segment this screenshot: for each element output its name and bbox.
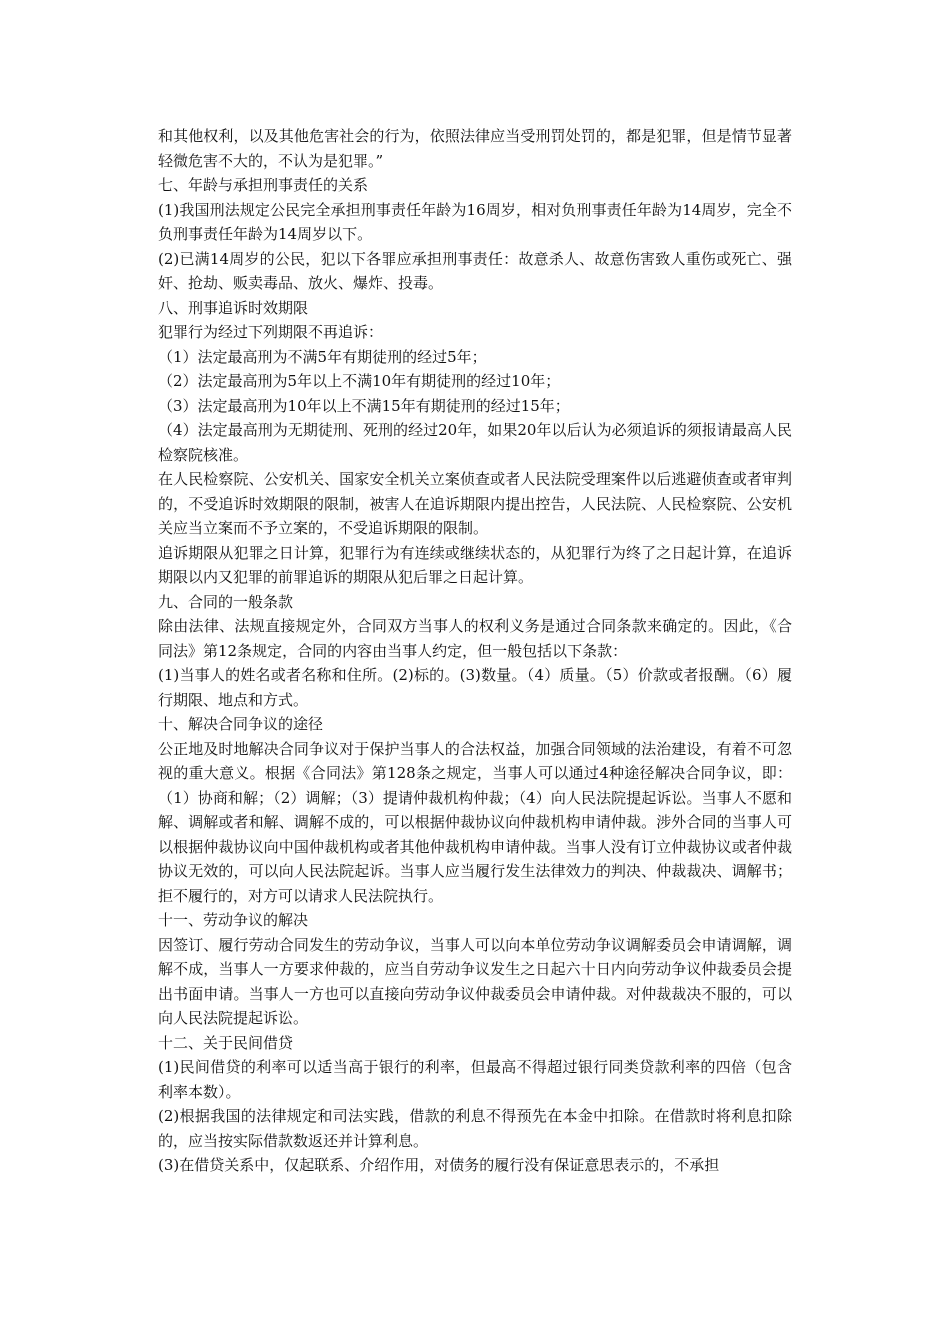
paragraph-continuation: 和其他权利，以及其他危害社会的行为，依照法律应当受刑罚处罚的，都是犯罪，但是情节显著轻微危害不大的，不认为是犯罪。”	[158, 127, 792, 170]
paragraph: 除由法律、法规直接规定外，合同双方当事人的权利义务是通过合同条款来确定的。因此，《合同法》第12条规定，合同的内容由当事人约定，但一般包括以下条款：	[158, 617, 792, 660]
paragraph: (3)在借贷关系中，仅起联系、介绍作用，对债务的履行没有保证意思表示的，不承担	[158, 1156, 720, 1174]
list-item: （3）法定最高刑为10年以上不满15年有期徒刑的经过15年；	[158, 396, 570, 415]
paragraph: 在人民检察院、公安机关、国家安全机关立案侦查或者人民法院受理案件以后逃避侦查或者审判的，不受追诉时效期限的限制，被害人在追诉期限内提出控告，人民法院、人民检察院、公安机关应当立案而不予立案的，不受追诉期限的限制。	[158, 470, 792, 537]
paragraph: 公正地及时地解决合同争议对于保护当事人的合法权益，加强合同领域的法治建设，有着不可忽视的重大意义。根据《合同法》第128条之规定，当事人可以通过4种途径解决合同争议，即：（1）协商和解；（2）调解；（3）提请仲裁机构仲裁；（4）向人民法院提起诉讼。当事人不愿和解、调解或者和解、调解不成的，可以根据仲裁协议向仲裁机构申请仲裁。涉外合同的当事人可以根据仲裁协议向中国仲裁机构或者其他仲裁机构申请仲裁。当事人没有订立仲裁协议或者仲裁协议无效的，可以向人民法院起诉。当事人应当履行发生法律效力的判决、仲裁裁决、调解书；拒不履行的，对方可以请求人民法院执行。	[158, 739, 792, 905]
section-heading-8: 八、刑事追诉时效期限	[158, 298, 309, 317]
section-heading-9: 九、合同的一般条款	[158, 592, 294, 611]
paragraph: (2)根据我国的法律规定和司法实践，借款的利息不得预先在本金中扣除。在借款时将利息扣除的，应当按实际借款数返还并计算利息。	[158, 1107, 792, 1150]
paragraph: 犯罪行为经过下列期限不再追诉：	[158, 323, 384, 341]
section-heading-12: 十二、关于民间借贷	[158, 1033, 294, 1052]
section-heading-10: 十、解决合同争议的途径	[158, 715, 324, 733]
list-item: （1）法定最高刑为不满5年有期徒刑的经过5年；	[158, 347, 487, 366]
list-item: （4）法定最高刑为无期徒刑、死刑的经过20年，如果20年以后认为必须追诉的须报请最高人民检察院核准。	[158, 421, 792, 464]
paragraph: (2)已满14周岁的公民，犯以下各罪应承担刑事责任：故意杀人、故意伤害致人重伤或死亡、强奸、抢劫、贩卖毒品、放火、爆炸、投毒。	[158, 249, 792, 292]
list-item: （2）法定最高刑为5年以上不满10年有期徒刑的经过10年；	[158, 372, 561, 390]
section-heading-11: 十一、劳动争议的解决	[158, 911, 309, 929]
paragraph: 追诉期限从犯罪之日计算，犯罪行为有连续或继续状态的，从犯罪行为终了之日起计算，在追诉期限以内又犯罪的前罪追诉的期限从犯后罪之日起计算。	[158, 543, 792, 586]
section-heading-7: 七、年龄与承担刑事责任的关系	[158, 176, 369, 194]
document-page	[158, 124, 792, 1178]
paragraph: 因签订、履行劳动合同发生的劳动争议，当事人可以向本单位劳动争议调解委员会申请调解，调解不成，当事人一方要求仲裁的，应当自劳动争议发生之日起六十日内向劳动争议仲裁委员会提出书面申请。当事人一方也可以直接向劳动争议仲裁委员会申请仲裁。对仲裁裁决不服的，可以向人民法院提起诉讼。	[158, 935, 792, 1027]
paragraph: (1)民间借贷的利率可以适当高于银行的利率，但最高不得超过银行同类贷款利率的四倍（包含利率本数）。	[158, 1058, 792, 1101]
paragraph: (1)当事人的姓名或者名称和住所。(2)标的。(3)数量。（4）质量。（5）价款或者报酬。（6）履行期限、地点和方式。	[158, 666, 792, 709]
paragraph: (1)我国刑法规定公民完全承担刑事责任年龄为16周岁，相对负刑事责任年龄为14周岁，完全不负刑事责任年龄为14周岁以下。	[158, 200, 792, 243]
